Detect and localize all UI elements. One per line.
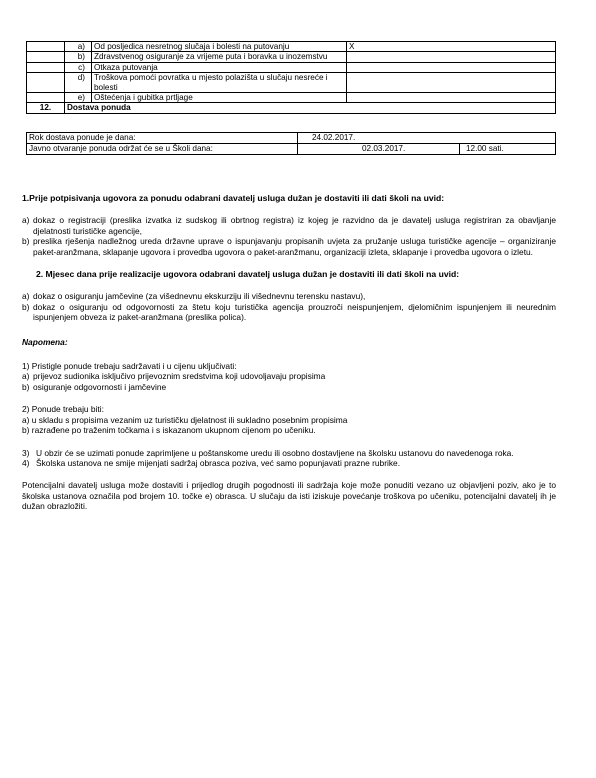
table-row (27, 62, 556, 72)
list-item (22, 302, 556, 323)
item-label: a) (22, 215, 30, 226)
table-row (27, 133, 556, 144)
dates-table (26, 132, 556, 155)
insurance-table (26, 41, 556, 114)
table-row (27, 73, 556, 93)
list-item: a) u skladu s propisima vezanim uz turističku djelatnost ili sukladno posebnim propisima (22, 414, 348, 425)
row-mark (347, 73, 556, 93)
deadline-value: 24.02.2017. (298, 133, 556, 144)
list-item (22, 291, 556, 301)
point1-intro: 1) Pristigle ponude trebaju sadržavati i u cijenu uključivati: (22, 361, 237, 372)
opening-label: Javno otvaranje ponuda održat će se u Školi dana: (27, 144, 298, 155)
row-letter: d) (65, 73, 92, 93)
row-text: Otkaza putovanja (92, 62, 347, 72)
item-text: dokaz o osiguranju od odgovornosti za štetu koju turistička agencija prouzroči neispunjenjem, djelomičnim ispunjenjem ili neurednim ispunjenjem obveza iz paket-aranžmana (preslika polica). (33, 301, 556, 323)
item-label: b) (22, 381, 30, 392)
point3 (22, 448, 556, 458)
row-mark (347, 52, 556, 62)
list-item (22, 236, 556, 257)
item-text: U obzir će se uzimati ponude zaprimljene u poštanskome uredu ili osobno dostavljene na školsku ustanovu do navedenoga roka. (36, 447, 514, 458)
row-text: Troškova pomoći povratka u mjesto polazišta u slučaju nesreće i bolesti (92, 73, 347, 93)
opening-date: 02.03.2017. (298, 144, 460, 155)
section1-heading: 1.Prije potpisivanja ugovora za ponudu odabrani davatelj usluga dužan je dostaviti ili dati školi na uvid: (22, 193, 445, 203)
row-letter: e) (65, 93, 92, 103)
row-letter: b) (65, 52, 92, 62)
table-row (27, 52, 556, 62)
document-body (22, 193, 556, 512)
table-row (27, 42, 556, 52)
item-text: preslika rješenja nadležnog ureda državne uprave o ispunjavanju propisanih uvjeta za pružanje usluga turističke agencije – organiziranje paket-aranžmana, sklapanje ugovora i provedba ugovora o paket-aranžmanu, organizaciji izleta, sklapanje i provedba ugovora o izletu. (33, 236, 556, 257)
item-label: b) (22, 301, 30, 312)
point2-intro: 2) Ponude trebaju biti: (22, 404, 104, 415)
list-item (22, 382, 556, 392)
row-mark (347, 62, 556, 72)
opening-time: 12.00 sati. (460, 144, 556, 155)
item-label: a) (22, 291, 30, 302)
list-item (22, 371, 556, 381)
deadline-label: Rok dostava ponude je dana: (27, 133, 298, 144)
section-12-row (27, 103, 556, 113)
item-text: Školska ustanova ne smije mijenjati sadržaj obrasca poziva, već samo popunjavati prazne rubrike. (36, 457, 401, 468)
list-item (22, 215, 556, 236)
item-label: 3) (22, 447, 30, 458)
table-row (27, 144, 556, 155)
section2-heading: 2. Mjesec dana prije realizacije ugovora odabrani davatelj usluga dužan je dostaviti ili dati školi na uvid: (36, 269, 460, 280)
point4 (22, 458, 556, 468)
napomena-title: Napomena: (22, 336, 68, 347)
final-paragraph: Potencijalni davatelj usluga može dostaviti i prijedlog drugih pogodnosti ili sadržaja koje može ponuditi vezano uz objavljeni poziv, ako je to školska ustanova označila pod brojem 10. točke e) obrasca. U slučaju da isti iziskuje povećanje troškova po učeniku, potencijalni davatelj ih je dužan obrazložiti. (22, 480, 556, 512)
item-label: a) (22, 371, 30, 382)
item-label: b) (22, 236, 30, 247)
section-number: 12. (27, 103, 65, 113)
item-text: osiguranje odgovornosti i jamčevine (33, 381, 167, 392)
list-item: b) razrađene po traženim točkama i s iskazanom ukupnom cijenom po učeniku. (22, 425, 316, 436)
item-text: dokaz o osiguranju jamčevine (za višednevnu ekskurziju ili višednevnu terensku nastavu), (33, 291, 366, 302)
row-text: Oštećenja i gubitka prtljage (92, 93, 347, 103)
row-text: Od posljedica nesretnog slučaja i bolesti na putovanju (92, 42, 347, 52)
row-letter: a) (65, 42, 92, 52)
row-mark: X (347, 42, 556, 52)
row-letter: c) (65, 62, 92, 72)
row-mark (347, 93, 556, 103)
item-text: prijevoz sudionika isključivo prijevoznim sredstvima koji udovoljavaju propisima (33, 371, 326, 382)
row-text: Zdravstvenog osiguranje za vrijeme puta i boravka u inozemstvu (92, 52, 347, 62)
item-label: 4) (22, 457, 30, 468)
table-row (27, 93, 556, 103)
item-text: dokaz o registraciji (preslika izvatka iz sudskog ili obrtnog registra) iz kojeg je razvidno da je davatelj usluga registriran za obavljanje djelatnosti turističke agencije, (33, 215, 556, 236)
section-title: Dostava ponuda (65, 103, 556, 113)
